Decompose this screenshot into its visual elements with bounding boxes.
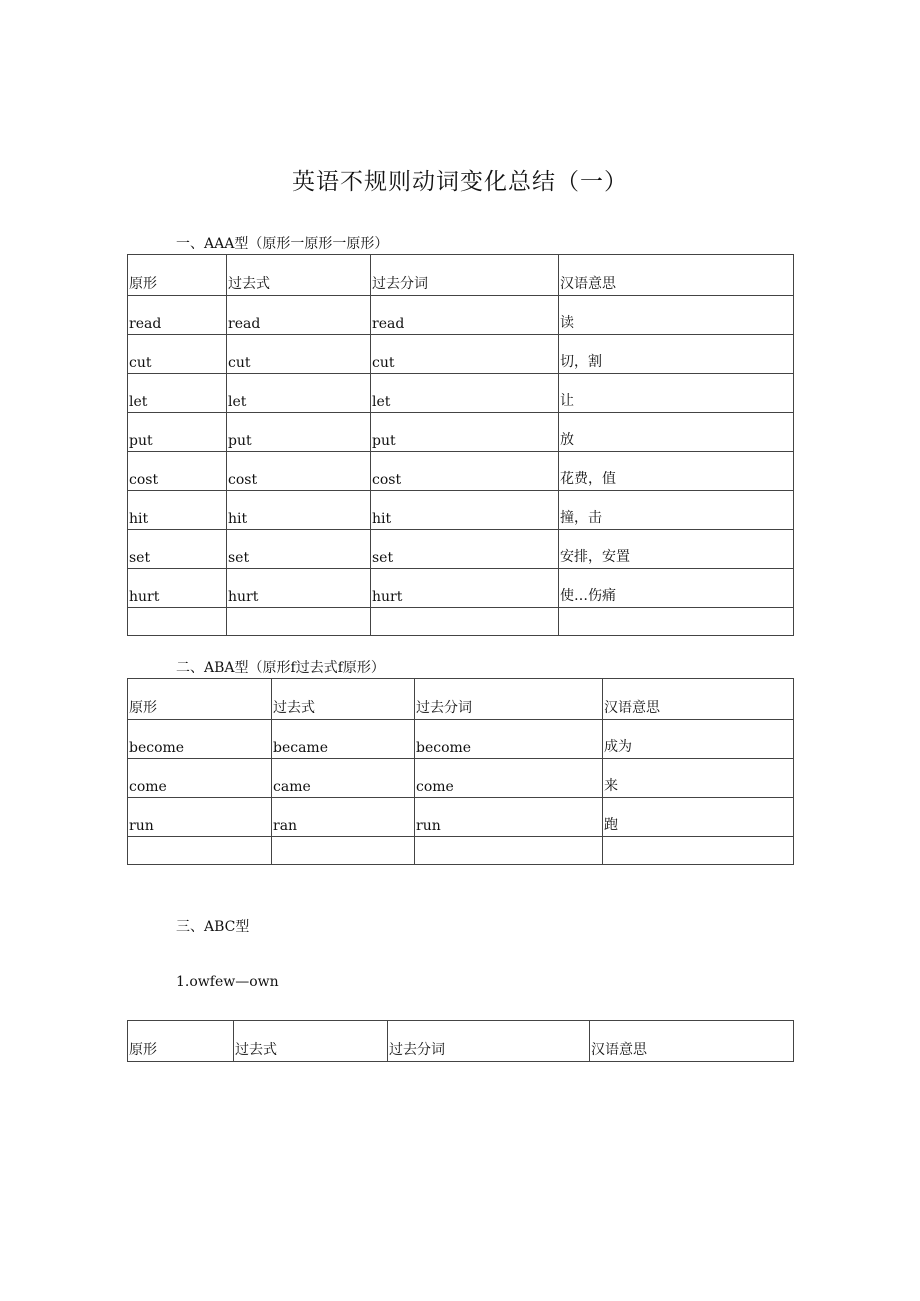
empty-cell (227, 608, 371, 636)
cell-past-participle: read (371, 296, 559, 335)
cell-base-form: hit (128, 491, 227, 530)
table-abc (127, 1020, 794, 1062)
cell-past-tense: put (227, 413, 371, 452)
column-header-past-tense: 过去式 (234, 1021, 388, 1062)
section-heading-abc: 三、ABC型 (176, 919, 250, 935)
cell-base-form: set (128, 530, 227, 569)
empty-cell (128, 837, 272, 865)
cell-chinese-meaning: 读 (559, 296, 794, 335)
cell-past-participle: hit (371, 491, 559, 530)
column-header-past-tense: 过去式 (227, 255, 371, 296)
cell-past-tense: came (272, 759, 415, 798)
table-aba (127, 678, 794, 865)
cell-past-tense: ran (272, 798, 415, 837)
empty-cell (415, 837, 603, 865)
cell-chinese-meaning: 撞，击 (559, 491, 794, 530)
cell-past-tense: let (227, 374, 371, 413)
empty-cell (128, 608, 227, 636)
cell-past-participle: cost (371, 452, 559, 491)
table-row (128, 530, 794, 569)
cell-past-tense: cut (227, 335, 371, 374)
section-heading-aba: 二、ABA型（原形f过去式f原形） (176, 660, 385, 676)
cell-past-participle: put (371, 413, 559, 452)
cell-past-participle: cut (371, 335, 559, 374)
cell-chinese-meaning: 跑 (603, 798, 794, 837)
cell-past-tense: set (227, 530, 371, 569)
column-header-base-form: 原形 (128, 679, 272, 720)
column-header-past-participle: 过去分词 (388, 1021, 590, 1062)
empty-cell (559, 608, 794, 636)
cell-past-tense: cost (227, 452, 371, 491)
table-row (128, 798, 794, 837)
cell-chinese-meaning: 切，割 (559, 335, 794, 374)
table-row (128, 491, 794, 530)
table-empty-row (128, 837, 794, 865)
cell-base-form: hurt (128, 569, 227, 608)
table-header-row (128, 679, 794, 720)
cell-chinese-meaning: 让 (559, 374, 794, 413)
column-header-past-participle: 过去分词 (371, 255, 559, 296)
subheading-owfew: 1.owfew—own (176, 974, 279, 990)
table-header-row (128, 1021, 794, 1062)
cell-base-form: come (128, 759, 272, 798)
column-header-chinese-meaning: 汉语意思 (559, 255, 794, 296)
document-title: 英语不规则动词变化总结（一） (292, 169, 628, 195)
cell-past-tense: read (227, 296, 371, 335)
cell-past-participle: become (415, 720, 603, 759)
table-row (128, 569, 794, 608)
cell-chinese-meaning: 来 (603, 759, 794, 798)
table-row (128, 759, 794, 798)
cell-chinese-meaning: 成为 (603, 720, 794, 759)
cell-base-form: read (128, 296, 227, 335)
cell-past-participle: run (415, 798, 603, 837)
table-row (128, 720, 794, 759)
table-aaa (127, 254, 794, 636)
table-empty-row (128, 608, 794, 636)
cell-base-form: let (128, 374, 227, 413)
table-row (128, 374, 794, 413)
cell-chinese-meaning: 花费，值 (559, 452, 794, 491)
column-header-past-participle: 过去分词 (415, 679, 603, 720)
column-header-chinese-meaning: 汉语意思 (590, 1021, 794, 1062)
table-row (128, 335, 794, 374)
cell-chinese-meaning: 安排，安置 (559, 530, 794, 569)
cell-chinese-meaning: 放 (559, 413, 794, 452)
cell-past-participle: come (415, 759, 603, 798)
column-header-base-form: 原形 (128, 255, 227, 296)
cell-past-participle: hurt (371, 569, 559, 608)
column-header-past-tense: 过去式 (272, 679, 415, 720)
section-heading-aaa: 一、AAA型（原形一原形一原形） (176, 236, 389, 252)
cell-past-tense: hurt (227, 569, 371, 608)
cell-base-form: become (128, 720, 272, 759)
cell-chinese-meaning: 使…伤痛 (559, 569, 794, 608)
empty-cell (272, 837, 415, 865)
cell-past-participle: set (371, 530, 559, 569)
empty-cell (371, 608, 559, 636)
cell-base-form: cut (128, 335, 227, 374)
table-header-row (128, 255, 794, 296)
table-row (128, 413, 794, 452)
table-row (128, 296, 794, 335)
cell-base-form: run (128, 798, 272, 837)
table-row (128, 452, 794, 491)
cell-base-form: cost (128, 452, 227, 491)
empty-cell (603, 837, 794, 865)
cell-past-participle: let (371, 374, 559, 413)
column-header-chinese-meaning: 汉语意思 (603, 679, 794, 720)
cell-past-tense: became (272, 720, 415, 759)
cell-past-tense: hit (227, 491, 371, 530)
cell-base-form: put (128, 413, 227, 452)
column-header-base-form: 原形 (128, 1021, 234, 1062)
